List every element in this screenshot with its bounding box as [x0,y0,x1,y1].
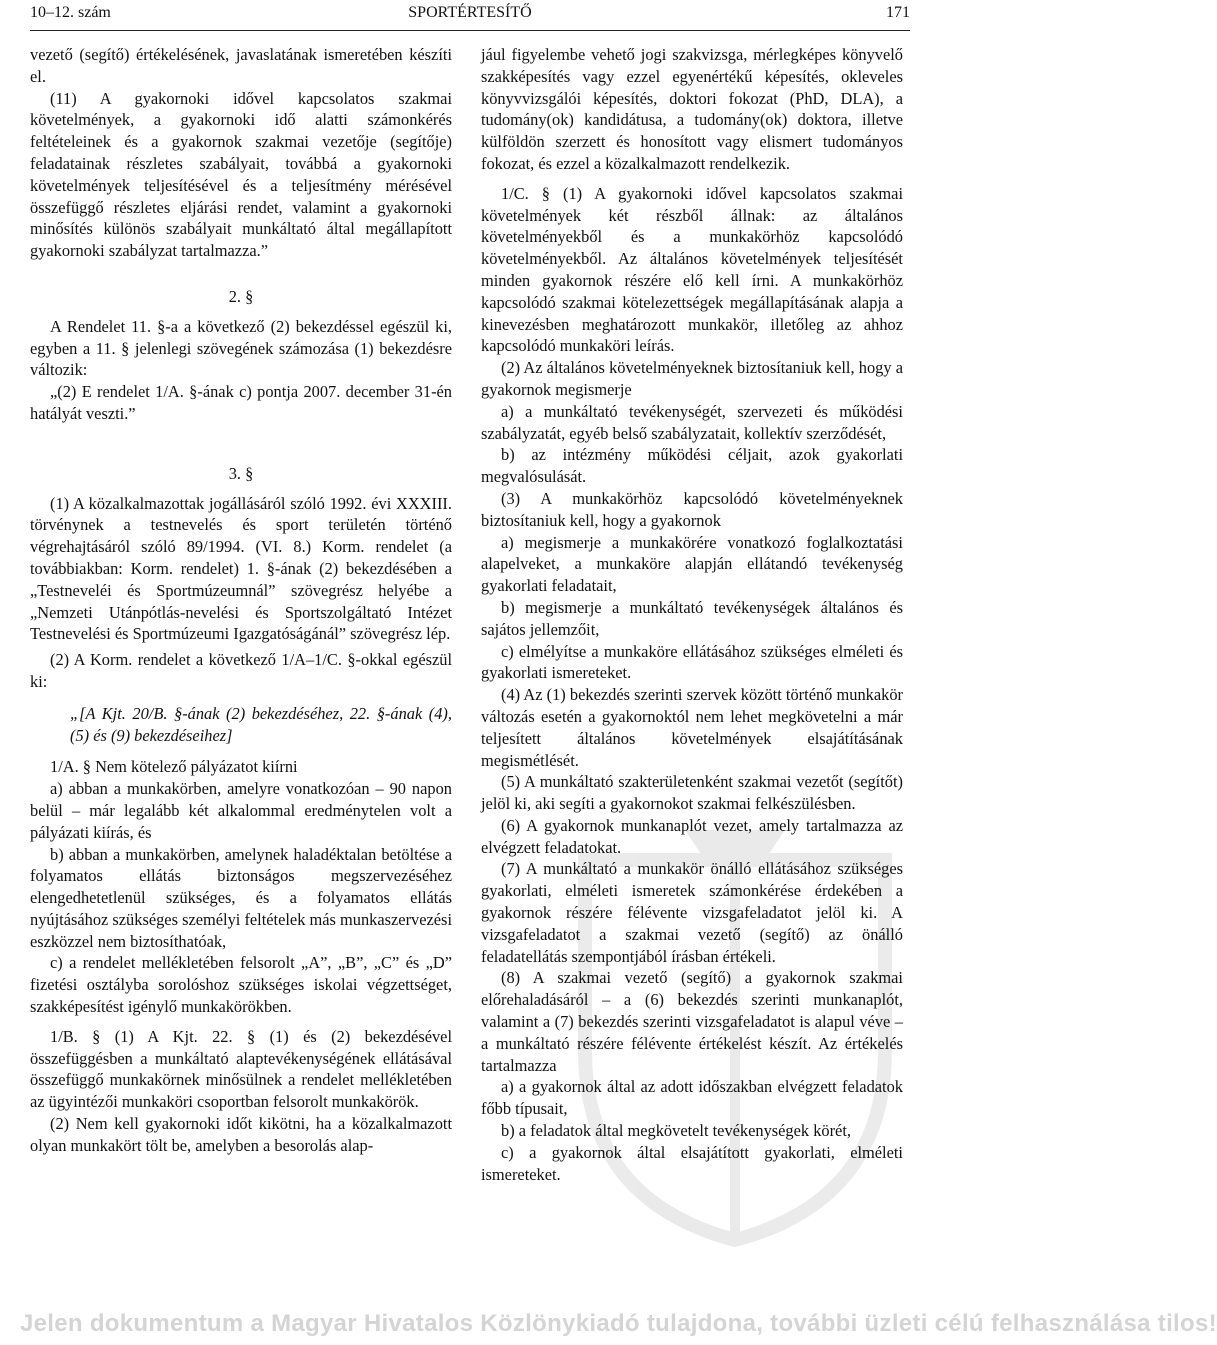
list-item: a) a munkáltató tevékenységét, szervezeti és működési szabályzatát, egyéb belső szabályzatait, kollektív szerződését, [481,401,903,443]
ownership-watermark: Jelen dokumentum a Magyar Hivatalos Közlönykiadó tulajdona, további üzleti célú felhasználása tilos! [20,1310,1217,1337]
list-item: a) a gyakornok által az adott időszakban elvégzett feladatok főbb típusait, [481,1077,903,1119]
paragraph: (2) A Korm. rendelet a következő 1/A–1/C. §-okkal egészül ki: [30,650,452,691]
section-heading: 3. § [228,463,254,483]
paragraph: „(2) E rendelet 1/A. §-ának c) pontja 2007. december 31-én hatályát veszti.” [30,382,452,423]
page-number: 171 [886,4,910,21]
paragraph: (3) A munkakörhöz kapcsolódó követelményeknek biztosítaniuk kell, hogy a gyakornok [481,488,903,530]
paragraph: (5) A munkáltató szakterületenként szakmai vezetőt (segítőt) jelöl ki, aki segíti a gyakornokot szakmai felkészülésben. [481,772,903,814]
paragraph: 1/C. § (1) A gyakornoki idővel kapcsolatos szakmai követelmények két részből állnak: az általános követelményekből és a munkakörhöz kapcsolódó követelményekből. Az általános követelmények teljesítését minden gyakornok részére elő kell írni. A munkakörhöz kapcsolódó szakmai kötelezettségek megállapításának alapja a kinevezésben meghatározott munkakör, illetőleg az ahhoz kapcsolódó munkaköri leírás. [481,183,903,356]
section-heading: 2. § [228,286,254,306]
paragraph: (2) Nem kell gyakornoki időt kikötni, ha a közalkalmazott olyan munkakört tölt be, amelyben a besorolás alap- [30,1114,452,1155]
list-item: c) a rendelet mellékletében felsorolt „A”, „B”, „C” és „D” fizetési osztályba sorolóshoz szükséges iskolai végzettséget, szakképesítést igénylő munkakörökben. [30,953,452,1017]
right-column [481,44,903,1185]
issue-number: 10–12. szám [30,4,111,21]
list-item: b) abban a munkakörben, amelynek haladéktalan betöltése a folyamatos ellátás biztonságos megszervezéséhez elengedhetetlenül szükséges, és a folyamatos ellátás nyújtásához szükséges személyi feltételek más munkaszervezési eszközzel nem biztosíthatóak, [30,844,452,951]
list-item: b) megismerje a munkáltató tevékenységek általános és sajátos jellemzőit, [481,597,903,639]
header-rule [30,30,910,31]
paragraph: 1/A. § Nem kötelező pályázatot kiírni [50,757,298,777]
journal-title: SPORTÉRTESÍTŐ [408,4,532,21]
paragraph: (4) Az (1) bekezdés szerinti szervek között történő munkakör változás esetén a gyakornoktól nem lehet megkövetelni a már teljesített általános követelmények elsajátításának megismétlését. [481,685,903,770]
paragraph: (1) A közalkalmazottak jogállásáról szóló 1992. évi XXXIII. törvénynek a testnevelés és sport területén történő végrehajtásáról szóló 89/1994. (VI. 8.) Korm. rendelet (a továbbiakban: Korm. rendelet) 1. §-ának (2) bekezdésében a „Testneveléi és Sportmúzeumnál” szövegrész helyébe a „Nemzeti Utánpótlás-nevelési és Sportszolgáltató Intézet Testnevelési és Sportmúzeumi Igazgatóságánál” szövegrész lép. [30,493,452,644]
list-item: a) megismerje a munkakörére vonatkozó foglalkoztatási alapelveket, a munkaköre alapján ellátandó tevékenység gyakorlati feladatait, [481,532,903,596]
paragraph: (2) Az általános követelményeknek biztosítaniuk kell, hogy a gyakornok megismerje [481,358,903,399]
subheading: „[A Kjt. 20/B. §-ának (2) bekezdéséhez, 22. §-ának (4), (5) és (9) bekezdéseihez] [70,703,452,745]
list-item: a) abban a munkakörben, amelyre vonatkozóan – 90 napon belül – már legalább két alkalommal eredménytelen volt a pályázati kiírás, és [30,779,452,842]
paragraph: (6) A gyakornok munkanaplót vezet, amely tartalmazza az elvégzett feladatokat. [481,815,903,857]
list-item: b) az intézmény működési céljait, azok gyakorlati megvalósulását. [481,445,903,487]
paragraph: A Rendelet 11. §-a a következő (2) bekezdéssel egészül ki, egyben a 11. § jelenlegi szövegének számozása (1) bekezdésre változik: [30,316,452,380]
paragraph: vezető (segítő) értékelésének, javaslatának ismeretében készíti el. [30,45,452,86]
running-header [30,2,910,24]
paragraph: (11) A gyakornoki idővel kapcsolatos szakmai követelmények, a gyakornoki idő alatti számonkérés feltételeinek és a gyakornok szakmai vezetője (segítője) feladatainak részletes szabályait, továbbá a gyakornoki követelmények teljesítésével és a teljesítmény mérésével összefüggő részletes eljárási rendet, valamint a gyakornoki minősítés különös szabályait munkáltató által megállapított gyakornoki szabályzat tartalmazza.” [30,88,452,261]
left-column [30,44,452,1157]
paragraph: (8) A szakmai vezető (segítő) a gyakornok szakmai előrehaladásáról – a (6) bekezdés szerinti munkanaplót, valamint a (7) bekezdés szerinti vizsgafeladatot is alapul véve – a munkáltató részére félévente értékelést készít. Az értékelés tartalmazza [481,968,903,1075]
paragraph: 1/B. § (1) A Kjt. 22. § (1) és (2) bekezdésével összefüggésben a munkáltató alaptevékenységének ellátásával összefüggő munkakörnek minősülnek a rendelet mellékletében az ügyintézői munkaköri csoportban felsorolt munkakörök. [30,1026,452,1112]
list-item: b) a feladatok által megkövetelt tevékenységek körét, [501,1121,851,1141]
list-item: c) a gyakornok által elsajátított gyakorlati, elméleti ismereteket. [481,1142,903,1184]
paragraph: (7) A munkáltató a munkakör önálló ellátásához szükséges gyakorlati, elméleti ismeretek számonkérése érdekében a gyakornok részére félévente vizsgafeladatot jelöl ki. A vizsgafeladatot a szakmai vezető (segítő) az önálló feladatellátás szempontjából írásban értékeli. [481,859,903,966]
paragraph: jául figyelembe vehető jogi szakvizsga, mérlegképes könyvelő szakképesítés vagy ezzel egyenértékű képesítés, okleveles könyvvizsgálói képesítés, doktori fokozat (PhD, DLA), a tudomány(ok) kandidátusa, a tudomány(ok) doktora, illetve külföldön szerzett és honosított vagy elismert tudományos fokozat, és ezzel a közalkalmazott rendelkezik. [481,45,903,173]
list-item: c) elmélyítse a munkaköre ellátásához szükséges elméleti és gyakorlati ismereteket. [481,641,903,683]
